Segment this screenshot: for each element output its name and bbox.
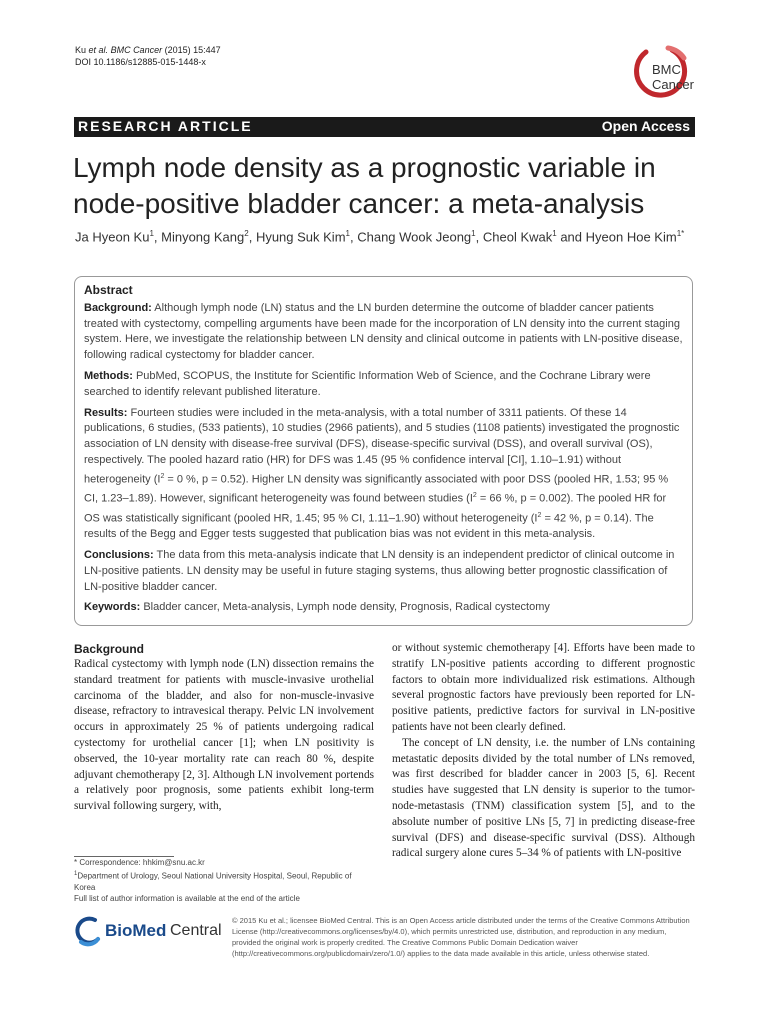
open-access-label: Open Access xyxy=(601,118,690,134)
logo-text-central: Central xyxy=(170,922,222,939)
results-text-2: = 0 %, p = 0.52). Higher LN density was significantly associated with poor DSS (pooled HR, 1.53; 95 % CI, 1.23–1.89). However, significant heterogeneity was found between studies (I xyxy=(84,473,669,505)
abstract-methods xyxy=(84,369,684,401)
author-affiliation-sup: 1 xyxy=(552,229,557,238)
author[interactable]: Ja Hyeon Ku xyxy=(75,229,150,245)
methods-label: Methods: xyxy=(84,369,133,382)
section-heading-background: Background xyxy=(74,642,145,656)
author-affiliation-sup: 1 xyxy=(345,229,350,238)
keywords-text: Bladder cancer, Meta-analysis, Lymph node density, Prognosis, Radical cystectomy xyxy=(143,601,550,614)
author[interactable]: Cheol Kwak xyxy=(482,229,553,245)
author-list: Ja Hyeon Ku$^1$, Minyong Kang$^2$, Hyung Suk Kim$^1$, Chang Wook Jeong$^1$, Cheol Kwak$^1$ and Hyeon Hoe Kim$^{1*}$ xyxy=(75,229,685,245)
abstract-heading: Abstract xyxy=(84,283,133,297)
doi[interactable]: DOI 10.1186/s12885-015-1448-x xyxy=(75,57,206,67)
license-notice: © 2015 Ku et al.; licensee BioMed Central. This is an Open Access article distributed under the terms of the Creative Commons Attribution License (http://creativecommons.org/licenses/by/4.0), which permits unrestricted use, distribution, and reproduction in any medium, provided the original work is properly credited. The Creative Commons Public Domain Dedication waiver (http://creativecommons.org/publicdomain/zero/1.0/) applies to the data made available in this article, unless otherwise stated. xyxy=(232,916,690,958)
conclusions-text: The data from this meta-analysis indicate that LN density is an independent predictor of clinical outcome in LN-positive patients. LN density may be useful in future staging systems, thus allowing better prognostic classification of LN-positive bladder cancer. xyxy=(84,548,675,593)
affiliation xyxy=(74,869,374,894)
author[interactable]: Minyong Kang xyxy=(161,229,245,245)
abstract-box xyxy=(74,276,693,626)
background-label: Background: xyxy=(84,301,152,314)
logo-text-bmc: BMC xyxy=(652,62,681,77)
author-affiliation-sup: 1 xyxy=(471,229,476,238)
affiliation-sup: 1 xyxy=(74,870,78,877)
body-paragraph: The concept of LN density, i.e. the number of LNs containing metastatic deposits divided by the total number of LNs removed, was first described for bladder cancer in 2003 [5, 6]. Recent studies have suggested that LN density is superior to the tumor-node-metastasis (TNM) classification system [5], and to the absolute number of positive LNs [5, 7] in predicting disease-free survival (DFS) and disease-specific survival (DSS). Although radical surgery alone cures 5–34 % of patients with LN-positive xyxy=(392,736,695,860)
author[interactable]: Hyung Suk Kim xyxy=(255,229,346,245)
author[interactable]: Chang Wook Jeong xyxy=(357,229,472,245)
citation-etal: et al. xyxy=(88,45,109,55)
methods-text: PubMed, SCOPUS, the Institute for Scientific Information Web of Science, and the Cochrane Library were searched to identify relevant published literature. xyxy=(84,369,651,398)
footnotes xyxy=(74,857,374,905)
citation-year-volume: (2015) 15:447 xyxy=(164,45,221,55)
authors-and: and xyxy=(560,229,583,245)
affiliation-text: Department of Urology, Seoul National University Hospital, Seoul, Republic of Korea xyxy=(74,871,352,892)
author-affiliation-sup: 2 xyxy=(244,229,249,238)
author-affiliation-sup: 1* xyxy=(676,229,685,238)
results-sup: 2 xyxy=(160,472,165,480)
results-sup: 2 xyxy=(472,492,477,500)
citation-journal: BMC Cancer xyxy=(110,45,163,55)
conclusions-label: Conclusions: xyxy=(84,548,154,561)
abstract-background xyxy=(84,301,684,364)
abstract-conclusions xyxy=(84,548,684,595)
author[interactable]: Hyeon Hoe Kim xyxy=(585,229,677,245)
background-paragraph: Radical cystectomy with lymph node (LN) dissection remains the standard treatment for patients with muscle-invasive urothelial carcinoma of the bladder, and also for non-muscle-invasive disease, refractory to intravesical therapy. Pelvic LN involvement occurs in approximately 25 % of patients undergoing radical cystectomy for urothelial cancer [1]; when LN positivity is observed, the 10-year mortality rate can reach 80 %, despite adjuvant chemotherapy [2, 3]. Although LN involvement portends a relatively poor prognosis, some patients exhibit long-term survival following surgery, with, xyxy=(74,658,374,813)
biomed-central-arc-icon xyxy=(73,915,103,947)
body-paragraph: or without systemic chemotherapy [4]. Efforts have been made to stratify LN-positive patients according to different prognostic factors to obtain more individualized risk estimations. Although several prognostic factors have previously been reported for LN-positive patients, predictive factors for survival in LN-positive patients have not been clearly defined. xyxy=(392,642,695,733)
citation-line xyxy=(75,44,221,56)
results-text-3: = 66 %, p = 0.002). The pooled HR for OS was statistically significant (pooled HR, 1.45; 95 % CI, 1.11–1.90) without heterogeneity (I xyxy=(84,492,667,525)
author-affiliation-sup: 1 xyxy=(149,229,154,238)
logo-text-biomed: BioMed xyxy=(105,921,167,940)
abstract-keywords xyxy=(84,600,684,616)
article-title: Lymph node density as a prognostic variable in node-positive bladder cancer: a meta-analysis xyxy=(73,152,656,219)
logo-text-cancer: Cancer xyxy=(652,77,694,92)
body-left-column xyxy=(74,641,374,815)
article-type-label: RESEARCH ARTICLE xyxy=(78,118,253,134)
article-type-bar xyxy=(74,117,695,137)
results-sup: 2 xyxy=(537,511,542,519)
citation-authors: Ku xyxy=(75,45,87,55)
correspondence-email[interactable]: * Correspondence: hhkim@snu.ac.kr xyxy=(74,858,205,867)
author-info-note: Full list of author information is available at the end of the article xyxy=(74,894,300,904)
abstract-results xyxy=(84,406,684,543)
background-text: Although lymph node (LN) status and the LN burden determine the outcome of bladder cancer patients treated with cystectomy, compelling arguments have been made for the incorporation of LN density into the current staging system. Here, we investigate the relationship between LN density and clinical outcome in patients with LN-positive disease, following radical cystectomy for bladder cancer. xyxy=(84,301,683,362)
results-label: Results: xyxy=(84,406,128,419)
keywords-label: Keywords: xyxy=(84,601,141,614)
results-text-4: = 42 %, p = 0.14). The results of the Begg and Egger tests suggested that publication bias was not evident in this meta-analysis. xyxy=(84,512,654,541)
citation-header xyxy=(75,44,221,68)
body-right-column xyxy=(392,641,695,862)
results-text-1: Fourteen studies were included in the meta-analysis, with a total number of 3311 patients. Of these 14 publications, 6 studies, (533 patients), 10 studies (2966 patients), and 5 studies (1108 patients) investigated the prognostic association of LN density with disease-free survival (DFS), disease-specific survival (DSS), and overall survival (OS), respectively. The pooled hazard ratio (HR) for DFS was 1.45 (95 % confidence interval [CI], 1.10–1.91) without heterogeneity (I xyxy=(84,406,680,486)
biomed-central-logo xyxy=(73,915,223,953)
bmc-cancer-logo xyxy=(632,44,694,100)
